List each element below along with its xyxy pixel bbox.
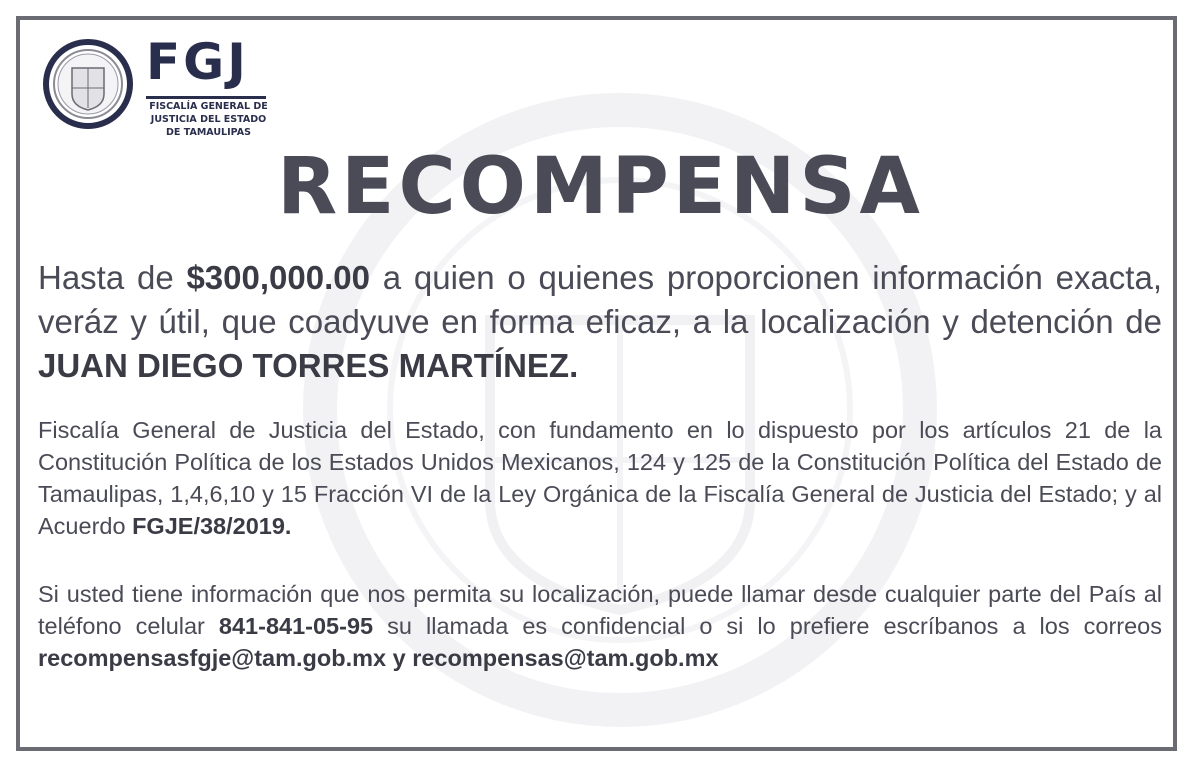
reward-amount: $300,000.00 bbox=[186, 259, 370, 296]
reward-text: a quien o quienes proporcionen información exacta, veráz y útil, que coadyuve en forma eficaz, a la localización y detención de bbox=[38, 259, 1162, 340]
fgj-logo bbox=[42, 33, 302, 148]
reward-statement bbox=[38, 256, 1162, 388]
state-seal-icon bbox=[42, 38, 134, 130]
contact-info bbox=[38, 578, 1162, 674]
contact-text: su llamada es confidencial o si lo prefiere escríbanos a los correos bbox=[373, 613, 1162, 639]
reward-text: Hasta de bbox=[38, 259, 187, 296]
contact-text: Si usted tiene información que nos permita su localización, puede llamar desde cualquier parte del País al teléfono celular bbox=[38, 581, 1162, 639]
email-addresses[interactable]: recompensasfgje@tam.gob.mx y recompensas@tam.gob.mx bbox=[38, 645, 719, 671]
org-name-line: JUSTICIA DEL ESTADO bbox=[150, 114, 267, 125]
phone-number[interactable]: 841-841-05-95 bbox=[218, 613, 374, 639]
logo-divider bbox=[146, 96, 266, 99]
notice-frame bbox=[16, 16, 1177, 751]
org-acronym: FGJ bbox=[146, 33, 249, 91]
org-name-line: DE TAMAULIPAS bbox=[166, 127, 251, 138]
org-name-line: FISCALÍA GENERAL DE bbox=[149, 101, 268, 112]
org-name bbox=[146, 100, 271, 139]
page-title: RECOMPENSA bbox=[277, 142, 924, 232]
legal-text: Fiscalía General de Justicia del Estado, con fundamento en lo dispuesto por los artículos 21 de la Constitución Política de los Estados Unidos Mexicanos, 124 y 125 de la Constitución Política del Estado de Tamaulipas, 1,4,6,10 y 15 Fracción VI de la Ley Orgánica de la Fiscalía General de Justicia del Estado; y al Acuerdo bbox=[38, 417, 1162, 539]
legal-basis bbox=[38, 414, 1162, 542]
agreement-number: FGJE/38/2019. bbox=[132, 513, 292, 539]
wanted-person-name: JUAN DIEGO TORRES MARTÍNEZ. bbox=[38, 347, 579, 384]
